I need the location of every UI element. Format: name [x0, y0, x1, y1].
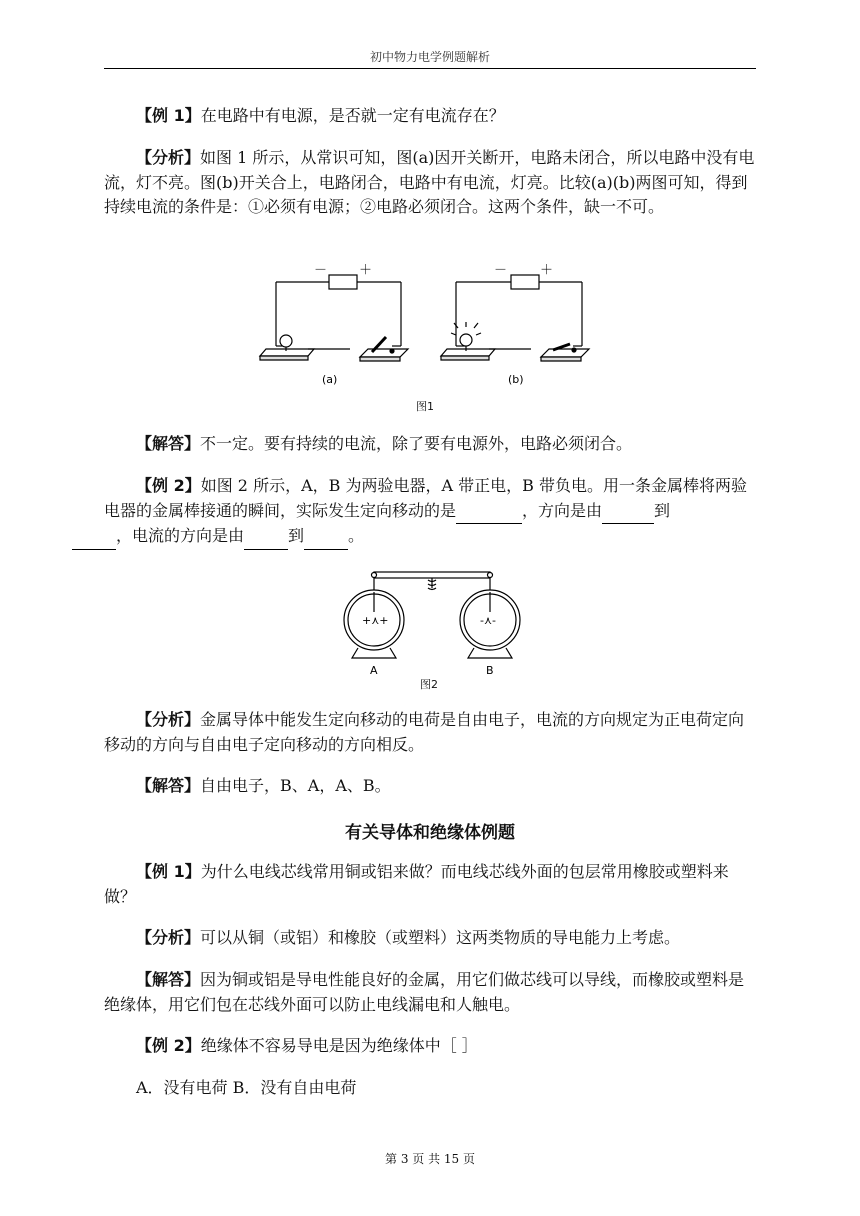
analysis-label: 【分析】 — [136, 710, 201, 729]
analysis-text: 金属导体中能发生定向移动的电荷是自由电子，电流的方向规定为正电荷定向移动的方向与自由电子定向移动的方向相反。 — [104, 710, 745, 754]
answer-blank[interactable] — [244, 524, 288, 550]
page-footer: 第 3 页 共 15 页 — [385, 1152, 475, 1166]
header-rule — [104, 68, 756, 69]
answer-blank[interactable] — [456, 499, 522, 525]
label-b: B — [486, 664, 494, 677]
lamp-off-icon — [260, 335, 314, 360]
example-2-solution — [104, 774, 756, 799]
solution-text: 因为铜或铝是导电性能良好的金属，用它们做芯线可以导线，而橡胶或塑料是绝缘体，用它们包在芯线外面可以防止电线漏电和人触电。 — [104, 970, 745, 1014]
answer-blank[interactable] — [602, 499, 654, 525]
example-label: 【例 1】 — [136, 106, 201, 125]
circuit-b — [441, 275, 589, 361]
section-title: 有关导体和绝缘体例题 — [345, 823, 515, 843]
example-label: 【例 1】 — [136, 862, 201, 881]
charge-a: +⋏+ — [362, 614, 389, 627]
solution-label: 【解答】 — [136, 776, 201, 795]
solution-label: 【解答】 — [136, 434, 201, 453]
figure-label-b: (b) — [508, 373, 524, 386]
analysis-text: 可以从铜（或铝）和橡胶（或塑料）这两类物质的导电能力上考虑。 — [200, 928, 681, 947]
analysis-text: 如图 1 所示，从常识可知，图(a)因开关断开，电路未闭合，所以电路中没有电流，灯不亮。图(b)开关合上，电路闭合，电路中有电流，灯亮。比较(a)(b)两图可知，得到持续电流的条件是：①必须有电源；②电路必须闭合。这两个条件，缺一不可。 — [104, 148, 755, 216]
question-text: 到 — [654, 500, 671, 520]
solution-text: 不一定。要有持续的电流，除了要有电源外，电路必须闭合。 — [200, 434, 633, 453]
circuit-a — [260, 275, 408, 361]
section2-example-1-question — [104, 860, 756, 909]
figure-2-caption: 图2 — [420, 678, 438, 691]
example-1-analysis — [104, 146, 756, 220]
example-2-analysis — [104, 708, 756, 757]
question-text: 。 — [348, 526, 365, 545]
charge-b: -⋏- — [480, 614, 496, 627]
analysis-label: 【分析】 — [136, 928, 201, 947]
plus-sign: ＋ — [540, 263, 554, 278]
question-text: 为什么电线芯线常用铜或铝来做？而电线芯线外面的包层常用橡胶或塑料来做？ — [104, 862, 729, 906]
metal-rod — [374, 572, 490, 578]
figure-2-electroscopes — [338, 566, 528, 680]
plus-sign: ＋ — [359, 263, 373, 278]
question-text: 到 — [288, 526, 305, 545]
minus-sign: － — [494, 263, 508, 278]
example-2-question — [104, 474, 756, 550]
answer-blank[interactable] — [304, 524, 348, 550]
question-text: 在电路中有电源，是否就一定有电流存在？ — [200, 106, 505, 125]
analysis-label: 【分析】 — [136, 148, 201, 167]
section2-example-1-solution — [104, 968, 756, 1017]
example-1-question — [104, 104, 756, 129]
question-text: ，方向是由 — [522, 500, 603, 520]
example-label: 【例 2】 — [136, 476, 201, 495]
example-label: 【例 2】 — [136, 1036, 201, 1055]
section2-example-1-analysis — [104, 926, 756, 951]
section2-example-2-question — [104, 1034, 756, 1059]
page-header: 初中物力电学例题解析 — [369, 50, 490, 64]
question-text: ，电流的方向是由 — [116, 526, 245, 545]
question-text: 如图 2 所示，A，B 为两验电器，A 带正电，B 带负电。用一条金属棒将两验电器的金属棒接通的瞬间，实际发生定向移动的是 — [104, 476, 747, 520]
label-a: A — [370, 664, 378, 677]
battery-icon — [329, 275, 357, 289]
figure-1-circuits — [250, 256, 610, 416]
figure-label-a: (a) — [322, 373, 338, 386]
example-1-solution — [104, 432, 756, 457]
lamp-on-icon — [441, 322, 495, 360]
figure-1-caption: 图1 — [416, 400, 434, 413]
answer-blank[interactable] — [72, 524, 116, 550]
question-text: 绝缘体不容易导电是因为绝缘体中［ ］ — [200, 1036, 478, 1055]
minus-sign: － — [314, 263, 328, 278]
answer-options: A．没有电荷 B．没有自由电荷 — [136, 1078, 357, 1097]
insulating-handle-icon — [428, 578, 436, 590]
solution-text: 自由电子，B、A，A、B。 — [200, 776, 391, 795]
battery-icon — [511, 275, 539, 289]
solution-label: 【解答】 — [136, 970, 201, 989]
